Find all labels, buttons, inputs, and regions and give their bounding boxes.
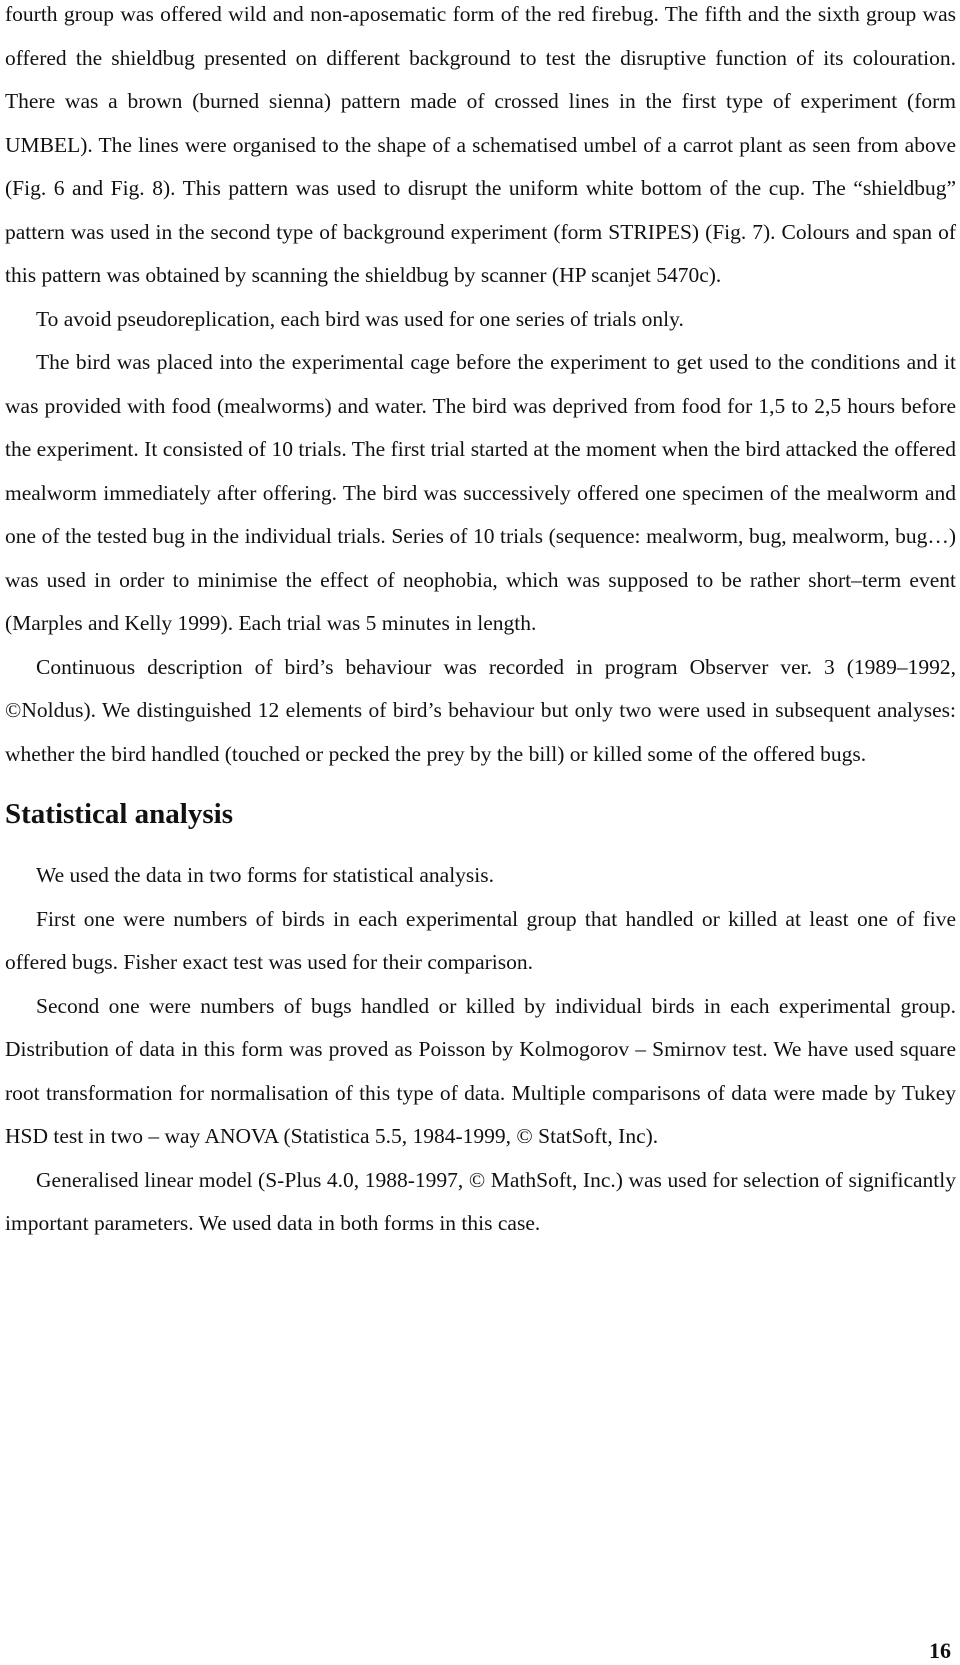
paragraph-glm: Generalised linear model (S-Plus 4.0, 1988-1997, © MathSoft, Inc.) was used for selection of significantly important parameters. We used data in both forms in this case.: [5, 1167, 956, 1235]
paragraph-first-form: First one were numbers of birds in each experimental group that handled or killed at least one of five offered bugs. Fisher exact test was used for their comparison.: [5, 906, 956, 974]
paragraph-continuation: fourth group was offered wild and non-aposematic form of the red firebug. The fifth and the sixth group was offered the shieldbug presented on different background to test the disruptive function of its colouration. There was a brown (burned sienna) pattern made of crossed lines in the first type of experiment (form UMBEL). The lines were organised to the shape of a schematised umbel of a carrot plant as seen from above (Fig. 6 and Fig. 8). This pattern was used to disrupt the uniform white bottom of the cup. The “shieldbug” pattern was used in the second type of background experiment (form STRIPES) (Fig. 7). Colours and span of this pattern was obtained by scanning the shieldbug by scanner (HP scanjet 5470c).: [5, 2, 956, 287]
page-number: 16: [929, 1638, 951, 1663]
paragraph-pseudoreplication: To avoid pseudoreplication, each bird was used for one series of trials only.: [36, 306, 684, 331]
body-text: [5, 0, 956, 1246]
paragraph-second-form: Second one were numbers of bugs handled or killed by individual birds in each experimental group. Distribution of data in this form was proved as Poisson by Kolmogorov – Smirnov test. We have used square root transformation for normalisation of this type of data. Multiple comparisons of data were made by Tukey HSD test in two – way ANOVA (Statistica 5.5, 1984-1999, © StatSoft, Inc).: [5, 993, 956, 1148]
paragraph-procedure: The bird was placed into the experimental cage before the experiment to get used to the conditions and it was provided with food (mealworms) and water. The bird was deprived from food for 1,5 to 2,5 hours before the experiment. It consisted of 10 trials. The first trial started at the moment when the bird attacked the offered mealworm immediately after offering. The bird was successively offered one specimen of the mealworm and one of the tested bug in the individual trials. Series of 10 trials (sequence: mealworm, bug, mealworm, bug…) was used in order to minimise the effect of neophobia, which was supposed to be rather short–term event (Marples and Kelly 1999). Each trial was 5 minutes in length.: [5, 350, 956, 635]
paragraph-data-forms: We used the data in two forms for statistical analysis.: [36, 863, 495, 887]
paragraph-observer: Continuous description of bird’s behaviour was recorded in program Observer ver. 3 (1989–1992, ©Noldus). We distinguished 12 elements of bird’s behaviour but only two were used in subsequent analyses: whether the bird handled (touched or pecked the prey by the bill) or killed some of the offered bugs.: [5, 654, 956, 766]
section-heading: Statistical analysis: [5, 798, 233, 830]
